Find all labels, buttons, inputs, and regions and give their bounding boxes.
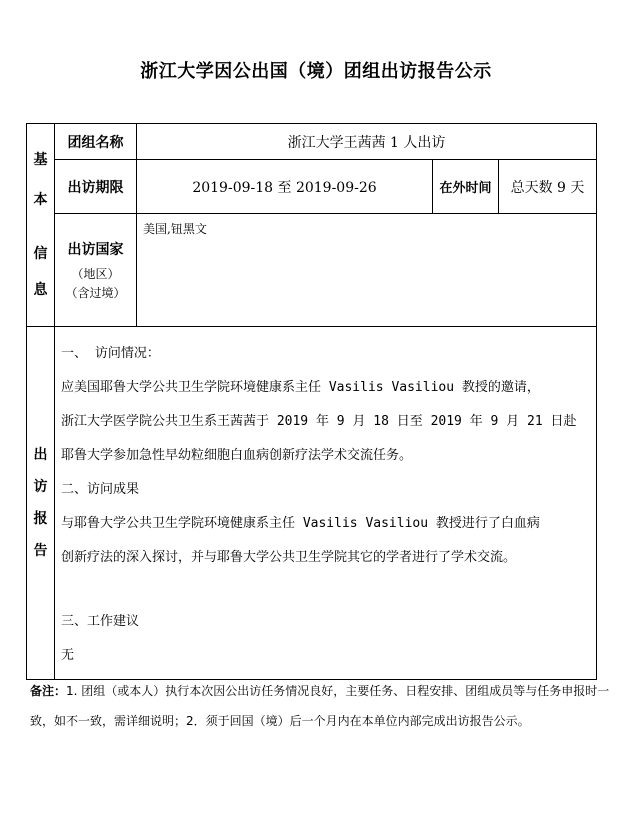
report-side-label: 出 访 报 告 xyxy=(27,327,55,680)
footnote-label: 备注： xyxy=(30,684,67,698)
report-table xyxy=(26,123,597,680)
period-value: 2019-09-18 至 2019-09-26 xyxy=(137,160,433,214)
report-line: 二、访问成果 xyxy=(61,482,140,497)
period-label: 出访期限 xyxy=(55,160,137,214)
report-line: 创新疗法的深入探讨，并与耶鲁大学公共卫生学院其它的学者进行了学术交流。 xyxy=(61,550,517,565)
footnote-text: 1. 团组（或本人）执行本次因公出访任务情况良好，主要任务、日程安排、团组成员等与任务申报时一致，如不一致，需详细说明；2．须于回国（境）后一个月内在本单位内部完成出访报告公示。 xyxy=(30,684,610,728)
total-days-value: 总天数 9 天 xyxy=(499,160,597,214)
report-line: 一、 访问情况： xyxy=(61,346,160,361)
country-value: 美国,钮黑文 xyxy=(137,214,597,327)
report-content xyxy=(55,327,597,680)
abroad-time-label: 在外时间 xyxy=(433,160,499,214)
basic-info-side-label: 基 本 信 息 xyxy=(27,124,55,327)
report-line: 三、工作建议 xyxy=(61,614,140,629)
report-line: 与耶鲁大学公共卫生学院环境健康系主任 Vasilis Vasiliou 教授进行了白血病 xyxy=(61,516,540,531)
report-line: 浙江大学医学院公共卫生系王茜茜于 2019 年 9 月 18 日至 2019 年 9 月 21 日赴 xyxy=(61,414,577,429)
report-line: 耶鲁大学参加急性早幼粒细胞白血病创新疗法学术交流任务。 xyxy=(61,448,413,463)
report-line: 无 xyxy=(61,648,75,663)
country-label: 出访国家 （地区） （含过境） xyxy=(55,214,137,327)
report-line: 应美国耶鲁大学公共卫生学院环境健康系主任 Vasilis Vasiliou 教授的邀请， xyxy=(61,380,540,395)
page-title: 浙江大学因公出国（境）团组出访报告公示 xyxy=(140,61,492,82)
group-name-value: 浙江大学王茜茜 1 人出访 xyxy=(137,124,597,160)
group-name-label: 团组名称 xyxy=(55,124,137,160)
footnote xyxy=(30,676,610,736)
